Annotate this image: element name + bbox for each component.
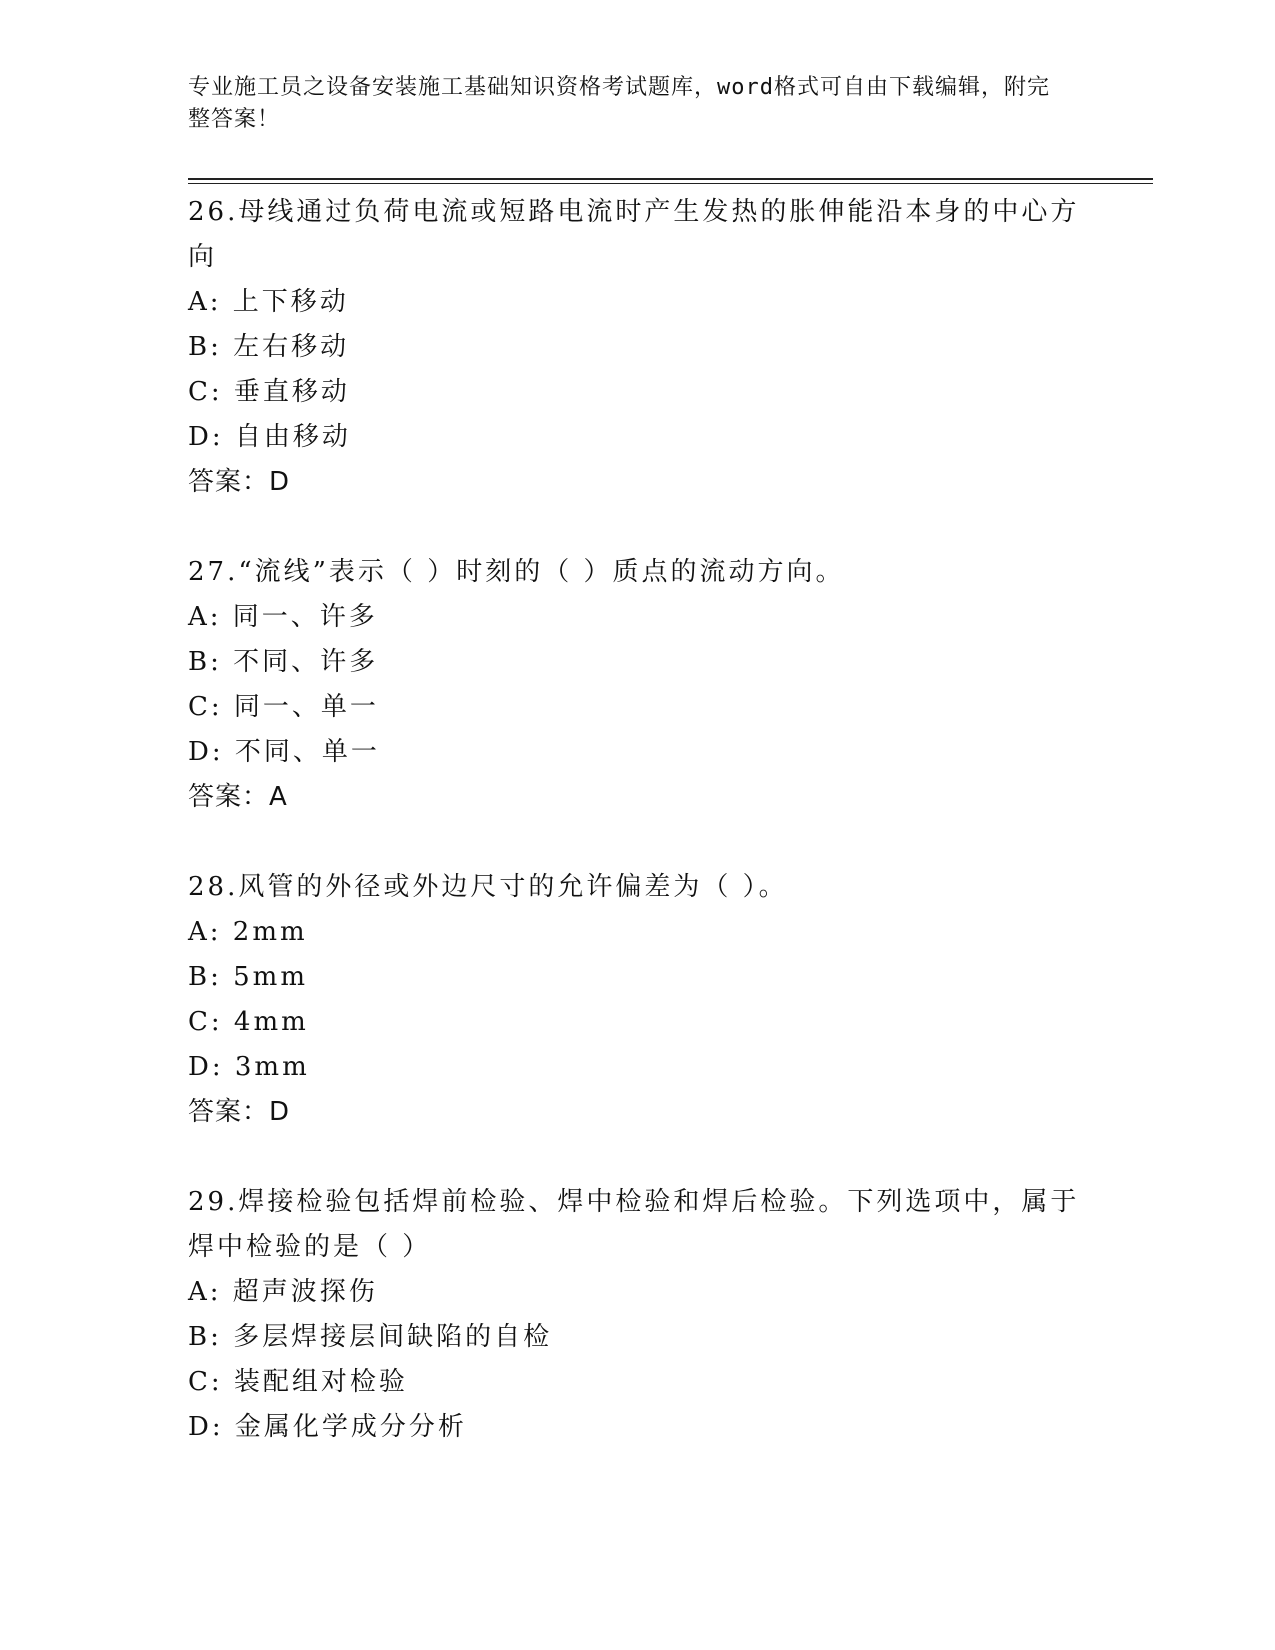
answer: 答案：D [188,467,291,497]
document-header: 专业施工员之设备安装施工基础知识资格考试题库，word格式可自由下载编辑，附完整答案！ [188,75,1050,132]
option-c: C: 同一、单一 [188,692,379,722]
option-c: C: 垂直移动 [188,377,350,407]
option-c: C: 装配组对检验 [188,1367,408,1397]
option-d: D: 不同、单一 [188,737,380,767]
option-c: C: 4mm [188,1007,309,1037]
option-a: A: 2mm [188,917,308,947]
option-a: A: 超声波探伤 [188,1277,378,1307]
option-b: B: 多层焊接层间缺陷的自检 [188,1322,553,1352]
option-d: D: 金属化学成分分析 [188,1412,467,1442]
question-text: 26.母线通过负荷电流或短路电流时产生发热的胀伸能沿本身的中心方向 [188,197,1080,272]
question-text: 29.焊接检验包括焊前检验、焊中检验和焊后检验。下列选项中，属于焊中检验的是（ ） [188,1187,1080,1262]
question-28 [188,865,1088,1135]
question-27 [188,550,1088,820]
question-29 [188,1180,1088,1450]
option-b: B: 左右移动 [188,332,350,362]
question-text: 28.风管的外径或外边尺寸的允许偏差为（ ）。 [188,872,788,902]
question-text: 27.“流线”表示（ ）时刻的（ ）质点的流动方向。 [188,557,845,587]
question-list [188,190,1088,1495]
option-b: B: 不同、许多 [188,647,379,677]
option-d: D: 3mm [188,1052,310,1082]
header-divider-thick [188,178,1153,180]
answer: 答案：A [188,782,288,812]
option-a: A: 同一、许多 [188,602,378,632]
question-26 [188,190,1088,505]
option-b: B: 5mm [188,962,308,992]
option-a: A: 上下移动 [188,287,349,317]
header-divider-thin [188,183,1153,184]
answer: 答案：D [188,1097,291,1127]
option-d: D: 自由移动 [188,422,351,452]
